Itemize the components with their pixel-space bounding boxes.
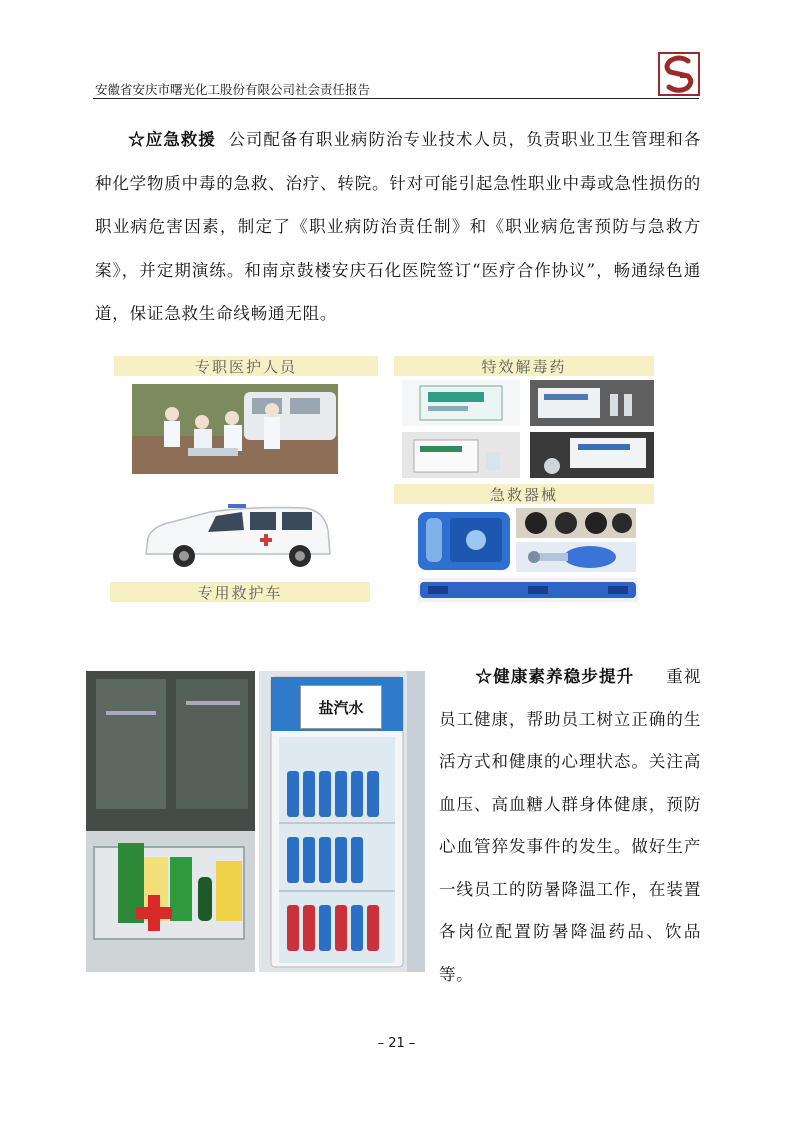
sg-logo-icon: [658, 52, 700, 96]
emergency-rescue-text: 公司配备有职业病防治专业技术人员，负责职业卫生管理和各种化学物质中毒的急救、治疗、转院。针对可能引起急性职业中毒或急性损伤的职业病危害因素，制定了《职业病防治责任制》和《职业病危害预防与急救方案》，并定期演练。和南京鼓楼安庆石化医院签订“医疗合作协议”，畅通绿色通道，保证急救生命线畅通无阻。: [95, 130, 702, 323]
caption-ambulance: 专用救护车: [110, 582, 370, 602]
medical-support-collage: [110, 352, 638, 604]
emergency-rescue-paragraph: [95, 118, 701, 336]
page-number: – 21 –: [377, 1036, 416, 1051]
first-aid-kit-photo: [86, 671, 255, 972]
ambulance-photo: [132, 498, 338, 578]
caption-equipment: 急救器械: [394, 484, 654, 504]
antidote-box-1-photo: [402, 380, 520, 426]
antidote-box-3-photo: [402, 432, 520, 478]
caption-antidote: 特效解毒药: [394, 356, 654, 376]
salt-soda-fridge-photo: [259, 671, 425, 972]
antidote-box-4-photo: [530, 432, 654, 478]
report-title: 安徽省安庆市曙光化工股份有限公司社会责任报告: [95, 82, 371, 97]
salt-soda-label: 盐汽水: [300, 685, 382, 729]
emergency-rescue-heading: ☆应急救援: [128, 130, 216, 149]
equipment-case-photo: [414, 508, 514, 574]
resuscitator-photo: [516, 542, 636, 572]
health-literacy-text: 重视员工健康，帮助员工树立正确的生活方式和健康的心理状态。关注高血压、高血糖人群身体健康，预防心血管猝发事件的发生。做好生产一线员工的防暑降温工作，在装置各岗位配置防暑降温药品、饮品等。: [439, 667, 701, 984]
stretcher-photo: [418, 578, 638, 602]
medical-staff-photo: [132, 384, 338, 474]
header-divider: [93, 98, 699, 99]
health-literacy-paragraph: [439, 656, 701, 996]
health-literacy-heading: ☆健康素养稳步提升: [475, 667, 635, 686]
caption-medical-staff: 专职医护人员: [114, 356, 378, 376]
respirator-photo: [516, 508, 636, 538]
antidote-box-2-photo: [530, 380, 654, 426]
